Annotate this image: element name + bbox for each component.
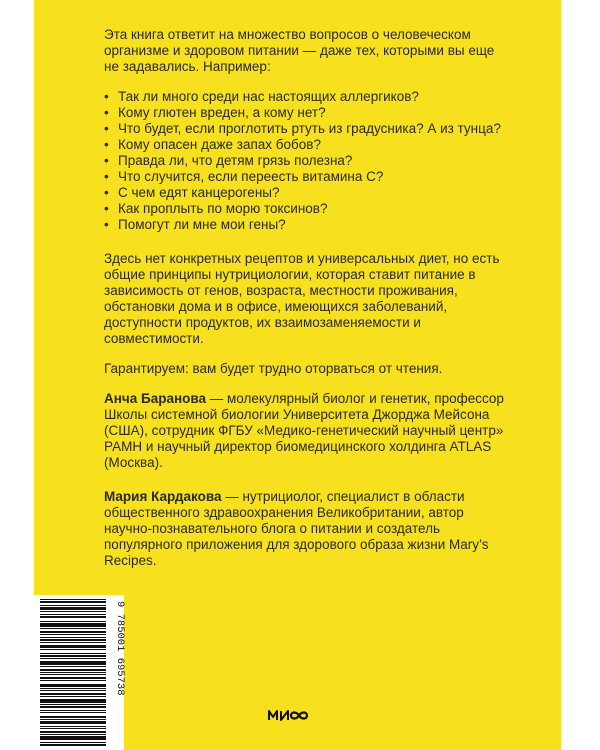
question-item: • Кому опасен даже запах бобов? <box>104 137 509 153</box>
barcode-bar <box>40 674 106 675</box>
barcode-bar <box>40 721 106 724</box>
barcode-bar <box>40 639 106 641</box>
barcode-bar <box>40 734 106 735</box>
question-item: • Правда ли, что детям грязь полезна? <box>104 153 509 169</box>
barcode-bar <box>40 621 106 622</box>
isbn-barcode <box>34 595 124 750</box>
barcode-graphic <box>34 595 124 750</box>
guarantee-text: Гарантируем: вам будет трудно оторваться от чтения. <box>104 361 443 376</box>
barcode-bar <box>40 684 106 687</box>
barcode-bar <box>40 628 106 629</box>
barcode-bar <box>40 634 106 635</box>
barcode-bar <box>40 688 106 689</box>
author-bio: — нутрициолог, специалист в области общественного здравоохранения Великобритании, автор научно-познавательного блога о питании и создатель популярного приложения для здорового образа жизни Mary’s Recipes. <box>104 489 489 568</box>
question-item: • С чем едят канцерогены? <box>104 185 509 201</box>
barcode-bar <box>40 605 106 606</box>
barcode-bar <box>40 601 106 603</box>
barcode-bar <box>40 699 106 703</box>
barcode-bar <box>40 599 106 600</box>
questions-list <box>104 89 509 233</box>
barcode-bar <box>40 704 106 705</box>
question-item: • Помогут ли мне мои гены? <box>104 217 509 233</box>
barcode-bar <box>40 712 106 713</box>
author-name: Анча Баранова <box>104 391 206 406</box>
author-bio-baranova <box>104 391 509 471</box>
barcode-bar <box>40 658 106 659</box>
barcode-bar <box>40 716 106 718</box>
barcode-bar <box>40 706 106 708</box>
barcode-bar <box>40 731 106 733</box>
barcode-bar <box>40 696 106 697</box>
barcode-bar <box>40 744 106 746</box>
publisher-logo-mark <box>268 705 314 725</box>
barcode-bar <box>40 666 106 667</box>
barcode-bar <box>40 661 106 665</box>
barcode-bar <box>40 672 106 673</box>
author-bio-kardakova <box>104 489 509 569</box>
publisher-logo <box>268 705 314 725</box>
barcode-bar <box>40 655 106 657</box>
barcode-bar <box>40 680 106 681</box>
question-item: • Кому глютен вреден, а кому нет? <box>104 105 509 121</box>
barcode-bar <box>40 690 106 691</box>
barcode-bar <box>40 693 106 695</box>
barcode-bar <box>40 728 106 729</box>
barcode-bar <box>40 637 106 638</box>
principles-paragraph: Здесь нет конкретных рецептов и универсальных диет, но есть общие принципы нутрициологии, которая ставит питание в зависимость от генов, возраста, местности проживания, обстановки дома и в офисе, имеющихся заболеваний, доступности продуктов, их взаимозаменяемости и совместимости. <box>104 251 500 346</box>
barcode-bar <box>40 607 106 610</box>
question-item: • Что будет, если проглотить ртуть из градусника? А из тунца? <box>104 121 509 137</box>
barcode-bar <box>40 719 106 720</box>
cover-text <box>104 27 509 587</box>
barcode-number: 9 785001 695738 <box>114 601 126 696</box>
barcode-bar <box>40 649 106 650</box>
author-bio: — молекулярный биолог и генетик, профессор Школы системной биологии Университета Джорджа Мейсона (США), сотрудник ФГБУ «Медико-генетический научный центр» РАМН и научный директор биомедицинского холдинга ATLAS (Москва). <box>104 391 504 470</box>
barcode-bar <box>40 614 106 615</box>
author-name: Мария Кардакова <box>104 489 222 504</box>
barcode-bar <box>40 677 106 679</box>
barcode-bar <box>40 653 106 654</box>
barcode-bar <box>40 726 106 727</box>
question-item: • Как проплыть по морю токсинов? <box>104 201 509 217</box>
barcode-bar <box>40 710 106 711</box>
question-item: • Так ли много среди нас настоящих аллергиков? <box>104 89 509 105</box>
intro-text: Эта книга ответит на множество вопросов о человеческом организме и здоровом питании — даже тех, которыми вы еще не задавались. Например: <box>104 27 495 74</box>
barcode-bar <box>40 645 106 648</box>
barcode-bar <box>40 742 106 743</box>
barcode-bar <box>40 736 106 740</box>
barcode-bar <box>40 623 106 627</box>
barcode-bar <box>40 642 106 643</box>
barcode-bar <box>40 616 106 618</box>
barcode-bar <box>40 611 106 612</box>
question-item: • Что случится, если переесть витамина С? <box>104 169 509 185</box>
barcode-bar <box>40 631 106 633</box>
barcode-bar <box>40 669 106 671</box>
